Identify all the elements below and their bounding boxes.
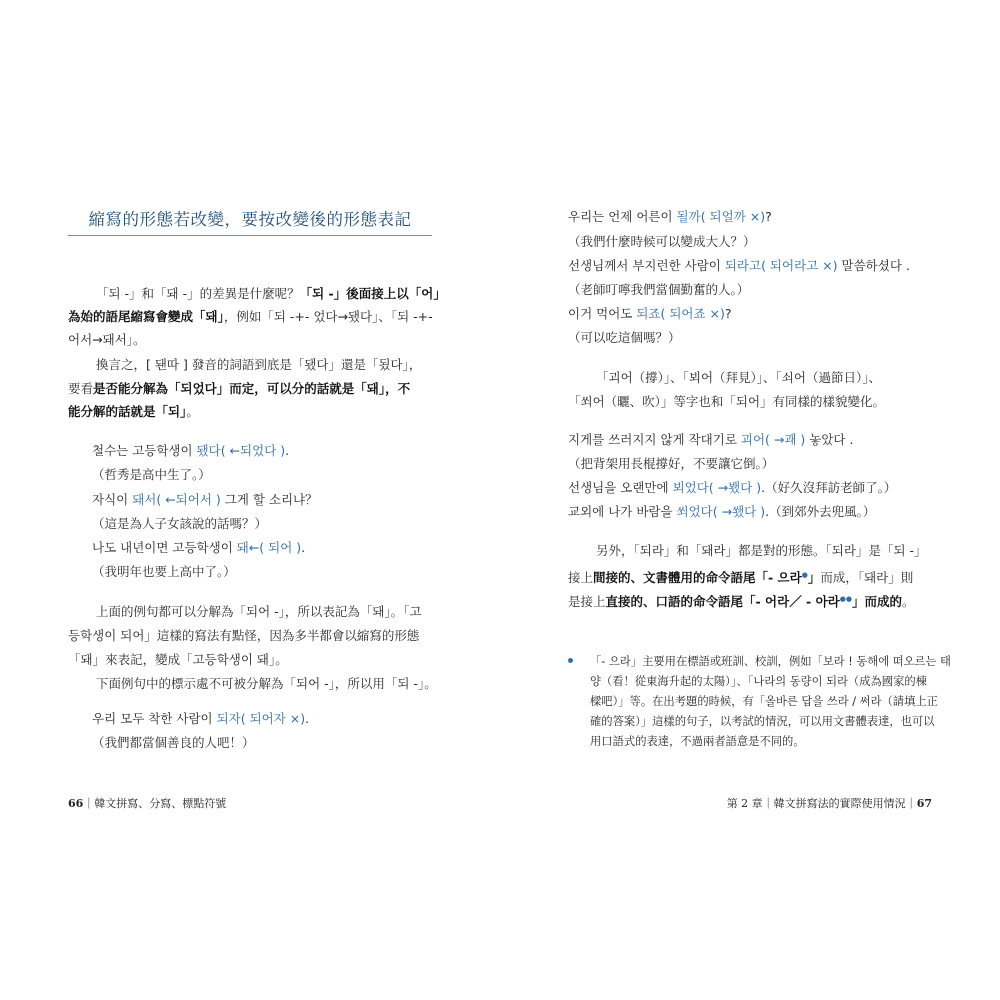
example-translation: （老師叮嚀我們當個勤奮的人。） <box>568 282 750 297</box>
highlight: 괴어 <box>740 432 766 447</box>
annotation: ( →쐤다 ) <box>712 504 766 519</box>
p1-line-3 <box>68 332 146 348</box>
annotation: ( ←되어서 ) <box>156 492 221 507</box>
text: 「되 -」和「돼 -」的差異是什麼呢？ <box>96 286 300 301</box>
text: 놓았다 . <box>805 432 854 447</box>
heading-rule <box>68 235 432 236</box>
left-footer <box>68 795 226 811</box>
text: 是接上 <box>568 594 606 610</box>
example-sentence <box>568 480 896 496</box>
example-sentence <box>92 711 309 727</box>
section-heading: 縮寫的形態若改變，要按改變後的形態表記 <box>88 210 412 229</box>
footnote-line: 양（看！從東海升起的太陽）」、「나라의 동량이 되라（成為國家的棟 <box>590 675 927 688</box>
highlight: 돼 <box>236 540 249 555</box>
text: ? <box>765 209 772 224</box>
example-sentence <box>568 432 853 448</box>
right-footer <box>727 795 932 811</box>
bold-text: 」 <box>807 570 821 586</box>
rp2-line-1: 另外，「되라」和「돼라」都是對的形態。「되라」是「되 -」 <box>596 543 927 558</box>
p3-line-3: 「돼」來表記，變成「고등학생이 돼」。 <box>68 652 288 667</box>
footnote-line: 「- 으라」主要用在標語或班訓、校訓，例如「보라 ! 동해에 떠오르는 태 <box>590 655 951 668</box>
bold-text: 是否能分解為「되었다」而定，可以分的話就是「돼」，不 <box>93 381 411 396</box>
annotation: ( →뵀다 ) <box>708 480 762 495</box>
footnote-marker: ● <box>801 571 808 579</box>
text: 어서→돼서」。 <box>68 332 146 347</box>
highlight: 되자 <box>216 711 241 726</box>
rp1-line-1: 「괴어（撐）」、「뵈어（拜見）」、「쇠어（過節日）」、 <box>596 370 881 385</box>
rp2-line-3 <box>568 591 915 610</box>
text: .（到郊外去兜風。） <box>765 504 876 519</box>
right-page <box>500 0 1000 1000</box>
example-translation: （把背架用長棍撐好，不要讓它倒。） <box>568 456 775 471</box>
text: 선생님께서 부지런한 사람이 <box>568 258 725 273</box>
footnote-marker: ●● <box>839 595 852 603</box>
bold-text: 間接的、文書體用的命令語尾「- 으라 <box>593 570 802 586</box>
highlight: 뵈었다 <box>672 480 709 495</box>
example-translation: （我們什麼時候可以變成大人？） <box>568 234 756 249</box>
highlight: 쐬었다 <box>676 504 713 519</box>
annotation: ( ←되었다 ) <box>220 443 286 458</box>
bold-text: 」而成的 <box>851 594 902 610</box>
chapter-title: 第 2 章｜韓文拼寫法的實際使用情況｜ <box>726 797 917 810</box>
text: 철수는 고등학생이 <box>92 443 197 458</box>
footnote-line: 用口語式的表達，不過兩者語意是不同的。 <box>590 735 805 748</box>
p2-line-2 <box>68 381 410 397</box>
text: 선생님을 오랜만에 <box>568 480 673 495</box>
annotation: ( 되어라고 ×) <box>761 258 838 273</box>
example-sentence <box>92 540 305 556</box>
p2-line-1 <box>96 357 421 373</box>
highlight: 돼서 <box>132 492 157 507</box>
p3-line-1: 上面的例句都可以分解為「되어 -」，所以表記為「돼」。「고 <box>96 604 422 619</box>
example-sentence <box>92 492 318 508</box>
rp2-line-2 <box>568 567 913 586</box>
text: 지게를 쓰러지지 않게 작대기로 <box>568 432 741 447</box>
page-number: 67 <box>916 797 932 810</box>
example-sentence <box>568 209 772 225</box>
highlight: 될까 <box>676 209 701 224</box>
text: 接上 <box>568 570 594 586</box>
p2-line-3 <box>68 404 199 420</box>
annotation: ( 되어죠 ×) <box>660 306 725 321</box>
text: 자식이 <box>92 492 133 507</box>
footnote-line: 樑吧）」等。在出考題的時候，有「올바른 답을 쓰라 / 써라（請填上正 <box>590 695 938 708</box>
text: .（好久沒拜訪老師了。） <box>761 480 897 495</box>
text: 우리 모두 착한 사람이 <box>92 711 217 726</box>
highlight: 되라고 <box>724 258 762 273</box>
text: 말씀하셨다 . <box>837 258 910 273</box>
text: ，例如「되 -+- 었다→됐다」、「되 -+- <box>223 309 433 324</box>
example-translation: （哲秀是高中生了。） <box>92 467 211 482</box>
text: . <box>305 711 310 726</box>
page-number: 66 <box>68 797 84 810</box>
book-title: ｜韓文拼寫、分寫、標點符號 <box>83 797 227 810</box>
text: 要看 <box>68 381 94 396</box>
example-sentence <box>568 306 732 322</box>
p1-line-2 <box>68 309 433 325</box>
text: 。 <box>901 594 915 610</box>
highlight: 됐다 <box>196 443 221 458</box>
annotation: ←( 되어 ) <box>248 540 302 555</box>
text: 換言之，[ 됀따 ] 發音的詞語到底是「됐다」還是「됬다」， <box>96 357 422 372</box>
p1-line-1 <box>96 286 446 302</box>
example-translation: （我明年也要上高中了。） <box>92 564 236 579</box>
text: ? <box>724 306 732 321</box>
example-translation: （這是為人子女該說的話嗎？） <box>92 516 268 531</box>
example-translation: （可以吃這個嗎？） <box>568 330 681 345</box>
example-sentence <box>92 443 289 459</box>
text: 교외에 나가 바람을 <box>568 504 677 519</box>
text: 이거 먹어도 <box>568 306 637 321</box>
text: 。 <box>186 404 199 419</box>
text: 그게 할 소리냐？ <box>220 492 318 507</box>
text: 而成，「돼라」則 <box>820 570 914 586</box>
annotation: ( 되얼까 ×) <box>700 209 766 224</box>
text: 나도 내년이면 고등학생이 <box>92 540 237 555</box>
text: . <box>301 540 306 555</box>
annotation: ( 되어자 ×) <box>240 711 306 726</box>
text: 우리는 언제 어른이 <box>568 209 677 224</box>
bold-text: 能分解的話就是「되」 <box>68 404 187 419</box>
p3-line-4: 下面例句中的標示處不可被分解為「되어 -」，所以用「되 -」。 <box>96 676 437 691</box>
text: . <box>285 443 290 458</box>
example-sentence <box>568 258 910 274</box>
bold-text: 直接的、口語的命令語尾「- 어라／ - 아라 <box>605 594 840 610</box>
highlight: 되죠 <box>636 306 661 321</box>
annotation: ( →괘 ) <box>765 432 806 447</box>
footnote-bullet-icon <box>568 658 573 663</box>
example-translation: （我們都當個善良的人吧！） <box>92 735 255 750</box>
example-sentence <box>568 504 875 520</box>
rp1-line-2: 「쐬어（曬、吹）」等字也和「되어」有同樣的樣貌變化。 <box>568 394 886 409</box>
footnote-line: 確的答案）」這樣的句子，以考試的情況，可以用文書體表達，也可以 <box>590 715 935 728</box>
bold-text: 為始的語尾縮寫會變成「돼」 <box>68 309 224 324</box>
p3-line-2: 등학생이 되어」這樣的寫法有點怪，因為多半都會以縮寫的形態 <box>68 628 420 643</box>
bold-text: 「되 -」後面接上以「어」 <box>299 286 446 301</box>
